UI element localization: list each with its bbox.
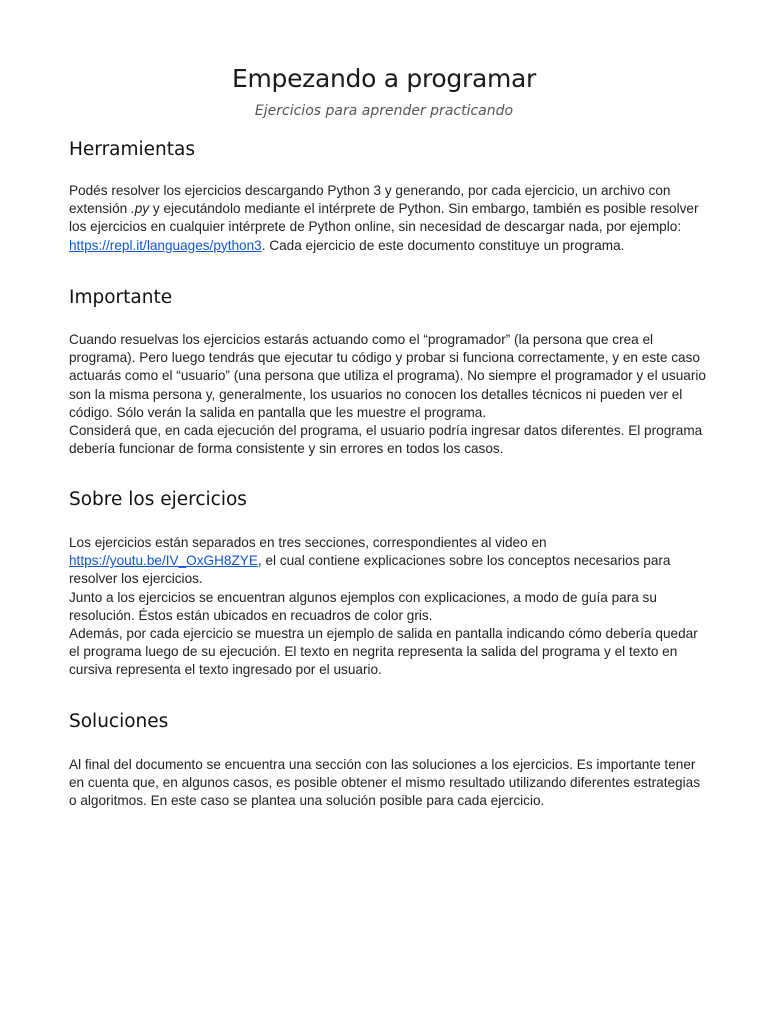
herramientas-paragraph: [69, 182, 709, 255]
page-subtitle: Ejercicios para aprender practicando: [254, 103, 514, 119]
sobre-paragraph-3: Además, por cada ejercicio se muestra un ejemplo de salida en pantalla indicando cómo debería quedar el programa luego de su ejecución. El texto en negrita representa la salida del programa y el texto en cursiva representa el texto ingresado por el usuario.: [69, 626, 698, 678]
sobre-paragraph-2: Junto a los ejercicios se encuentran algunos ejemplos con explicaciones, a modo de guía para su resolución. Éstos están ubicados en recuadros de color gris.: [69, 589, 657, 623]
importante-paragraph-1: Cuando resuelvas los ejercicios estarás actuando como el “programador” (la persona que crea el programa). Pero luego tendrás que ejecutar tu código y probar si funciona correctamente, y en este caso actuarás como el “usuario” (una persona que utiliza el programa). No siempre el programador y el usuario son la misma persona y, generalmente, los usuarios no conocen los detalles técnicos ni pueden ver el código. Sólo verán la salida en pantalla que les muestre el programa.: [69, 332, 706, 420]
herramientas-text-3: . Cada ejercicio de este documento constituye un programa.: [261, 237, 625, 253]
sobre-text-1: Los ejercicios están separados en tres secciones, correspondientes al video en: [69, 535, 547, 550]
herramientas-body: [69, 182, 709, 255]
soluciones-body: [69, 756, 709, 811]
importante-body: [69, 331, 709, 458]
importante-paragraph-2: Considerá que, en cada ejecución del programa, el usuario podría ingresar datos diferentes. El programa debería funcionar de forma consistente y sin errores en todos los casos.: [69, 423, 703, 457]
sobre-paragraph-1: [69, 534, 709, 589]
heading-sobre-los-ejercicios: Sobre los ejercicios: [69, 489, 247, 510]
sobre-text-2: , el cual contiene explicaciones sobre los conceptos necesarios para resolver los ejercicios.: [69, 553, 671, 587]
py-extension: .py: [130, 201, 150, 217]
herramientas-text-2: y ejecutándolo mediante el intérprete de Python. Sin embargo, también es posible resolver los ejercicios en cualquier intérprete de Python online, sin necesidad de descargar nada, por ejemplo:: [69, 201, 699, 235]
heading-soluciones: Soluciones: [69, 711, 169, 732]
heading-importante: Importante: [69, 287, 173, 308]
herramientas-text-1: Podés resolver los ejercicios descargando Python 3 y generando, por cada ejercicio, un archivo con extensión: [69, 183, 671, 217]
youtube-link[interactable]: https://youtu.be/IV_OxGH8ZYE: [69, 553, 258, 569]
repl-link[interactable]: https://repl.it/languages/python3: [69, 237, 262, 253]
soluciones-paragraph: Al final del documento se encuentra una sección con las soluciones a los ejercicios. Es importante tener en cuenta que, en algunos casos, es posible obtener el mismo resultado utilizando diferentes estrategias o algoritmos. En este caso se plantea una solución posible para cada ejercicio.: [69, 757, 700, 809]
heading-herramientas: Herramientas: [69, 139, 196, 160]
page-title: Empezando a programar: [231, 64, 537, 93]
sobre-body: [69, 534, 709, 680]
